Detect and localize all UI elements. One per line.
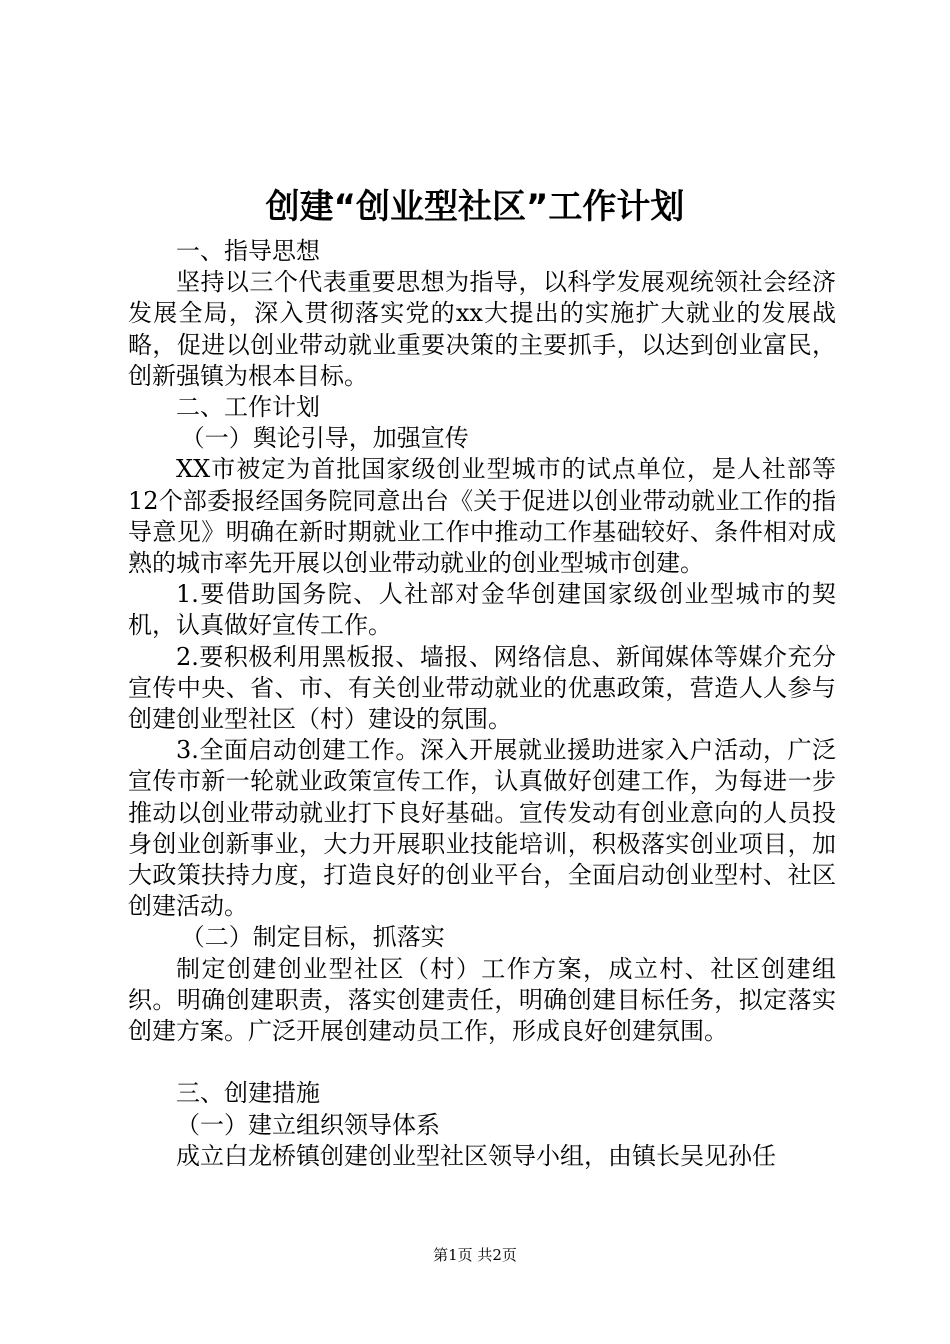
subheading-goals: （二）制定目标，抓落实 (180, 923, 445, 952)
section-heading-work-plan: 二、工作计划 (176, 393, 320, 422)
page-footer: 第1页 共2页 (433, 1246, 517, 1264)
document-body (128, 236, 836, 1172)
paragraph-pilot-city: XX市被定为首批国家级创业型城市的试点单位，是人社部等12个部委报经国务院同意出台《关于促进以创业带动就业工作的指导意见》明确在新时期就业工作中推动工作基础较好、条件相对成熟的城市率先开展以创业带动就业的创业型城市创建。 (128, 455, 836, 578)
subheading-organization: （一）建立组织领导体系 (176, 1110, 440, 1139)
list-item-1: 1.要借助国务院、人社部对金华创建国家级创业型城市的契机，认真做好宣传工作。 (128, 580, 836, 640)
list-item-2: 2.要积极利用黑板报、墙报、网络信息、新闻媒体等媒介充分宣传中央、省、市、有关创业带动就业的优惠政策，营造人人参与创建创业型社区（村）建设的氛围。 (128, 642, 836, 734)
subheading-publicity: （一）舆论引导，加强宣传 (180, 424, 469, 453)
document-title: 创建“创业型社区”工作计划 (265, 187, 685, 227)
section-heading-guiding-ideology: 一、指导思想 (176, 237, 320, 265)
section-heading-measures: 三、创建措施 (176, 1079, 320, 1108)
list-item-3: 3.全面启动创建工作。深入开展就业援助进家入户活动，广泛宣传市新一轮就业政策宣传工作，认真做好创建工作，为每进一步推动以创业带动就业打下良好基础。宣传发动有创业意向的人员投身创业创新事业，大力开展职业技能培训，积极落实创业项目，加大政策扶持力度，打造良好的创业平台，全面启动创业型村、社区创建活动。 (128, 736, 836, 921)
paragraph-goals: 制定创建创业型社区（村）工作方案，成立村、社区创建组织。明确创建职责，落实创建责任，明确创建目标任务，拟定落实创建方案。广泛开展创建动员工作，形成良好创建氛围。 (128, 954, 836, 1046)
paragraph-leading-group: 成立白龙桥镇创建创业型社区领导小组，由镇长吴见孙任 (176, 1141, 776, 1170)
paragraph-guiding-ideology: 坚持以三个代表重要思想为指导，以科学发展观统领社会经济发展全局，深入贯彻落实党的xx大提出的实施扩大就业的发展战略，促进以创业带动就业重要决策的主要抓手，以达到创业富民，创新强镇为根本目标。 (128, 268, 836, 390)
